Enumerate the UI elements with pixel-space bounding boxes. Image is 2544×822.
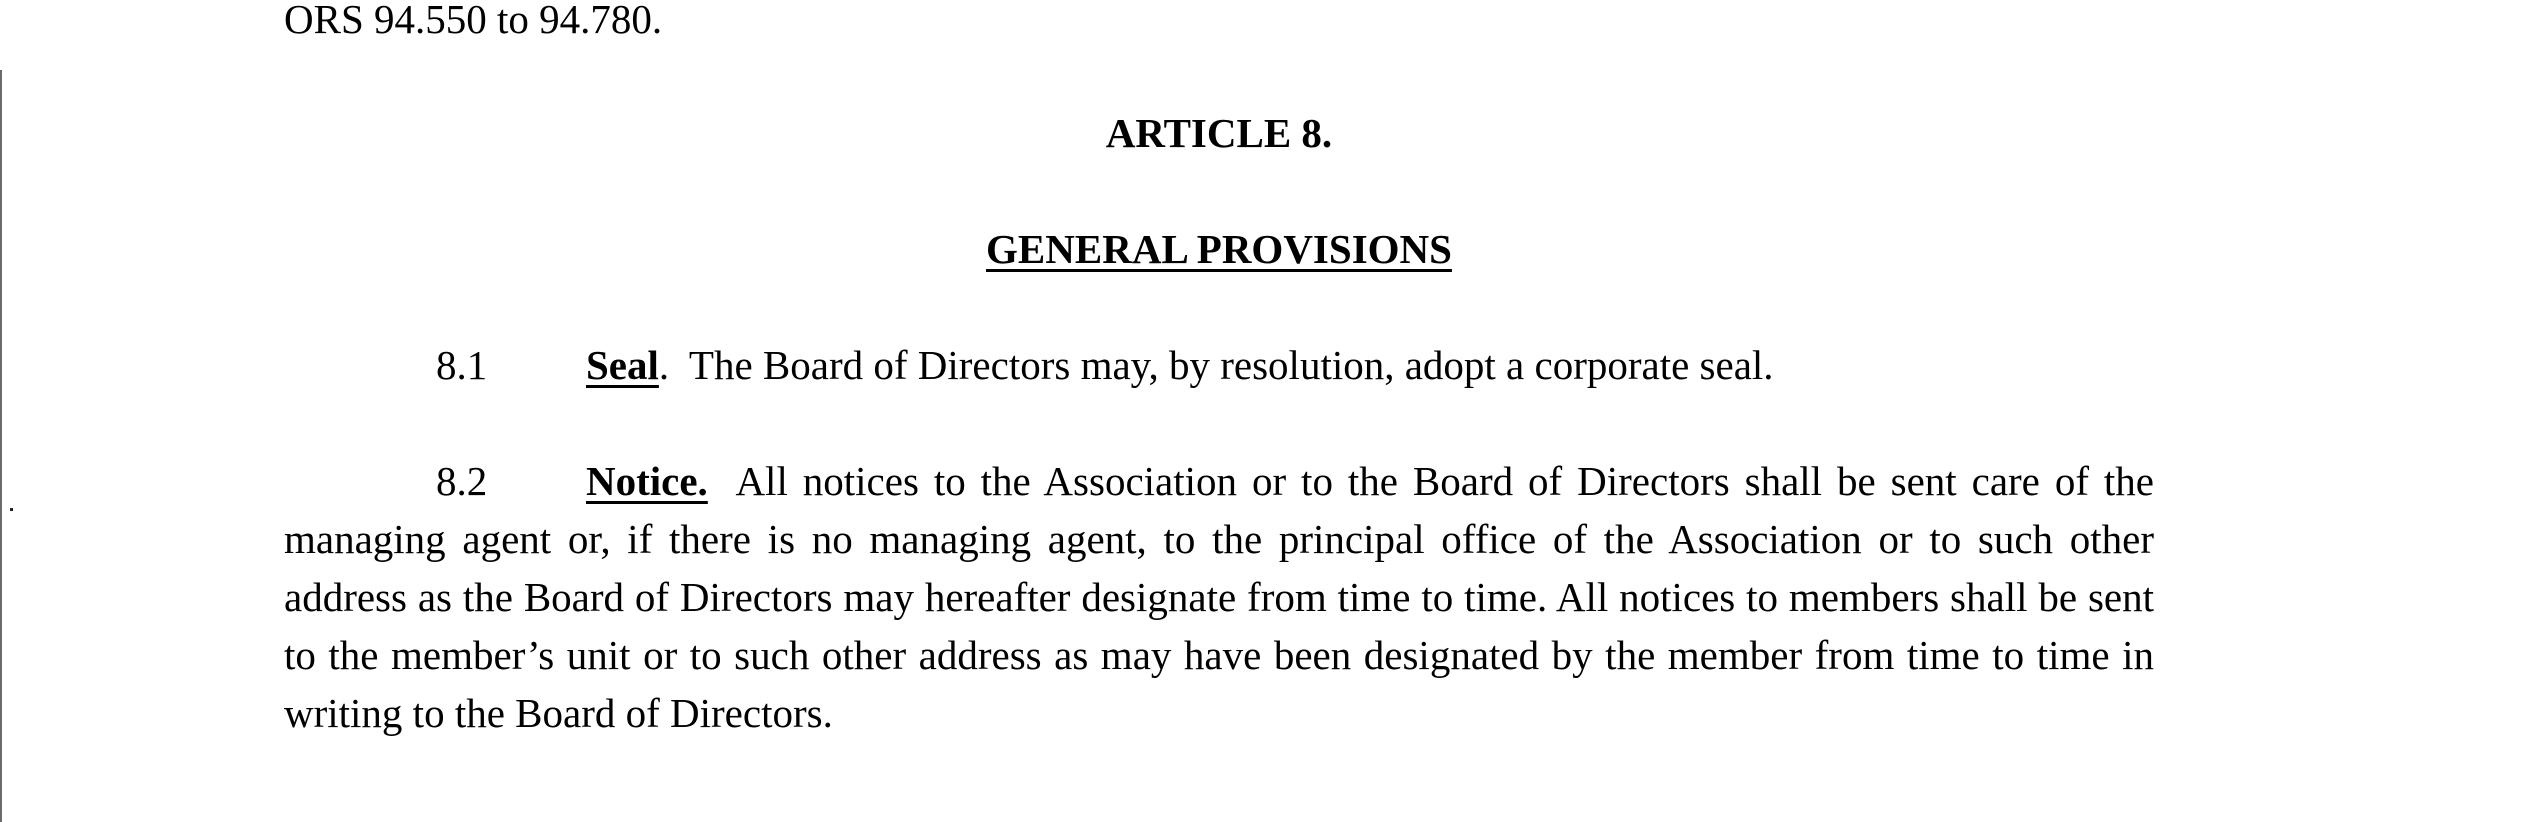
section-term: Seal: [586, 342, 659, 388]
section-8-1: [284, 336, 2154, 394]
section-term-punct: .: [658, 342, 670, 388]
margin-mark: [10, 508, 13, 511]
section-number: 8.2: [436, 458, 488, 504]
section-text: The Board of Directors may, by resolution, adopt a corporate seal.: [688, 342, 1774, 388]
article-title: ARTICLE 8.: [1105, 110, 1333, 156]
previous-section-tail: ORS 94.550 to 94.780.: [284, 0, 663, 42]
section-title-text: GENERAL PROVISIONS: [986, 226, 1452, 272]
section-8-2: [284, 452, 2154, 742]
section-term: Notice.: [586, 458, 708, 504]
section-title: [284, 220, 2154, 278]
section-text: All notices to the Association or to the Board of Directors shall be sent care of the managing agent or, if there is no managing agent, to the principal office of the Association or to such other address as the Board of Directors may hereafter designate from time to time. All notices to members shall be sent to the member’s unit or to such other address as may have been designated by the member from time to time in writing to the Board of Directors.: [284, 458, 2154, 736]
section-number: 8.1: [436, 342, 488, 388]
page-left-border: [0, 70, 2, 822]
